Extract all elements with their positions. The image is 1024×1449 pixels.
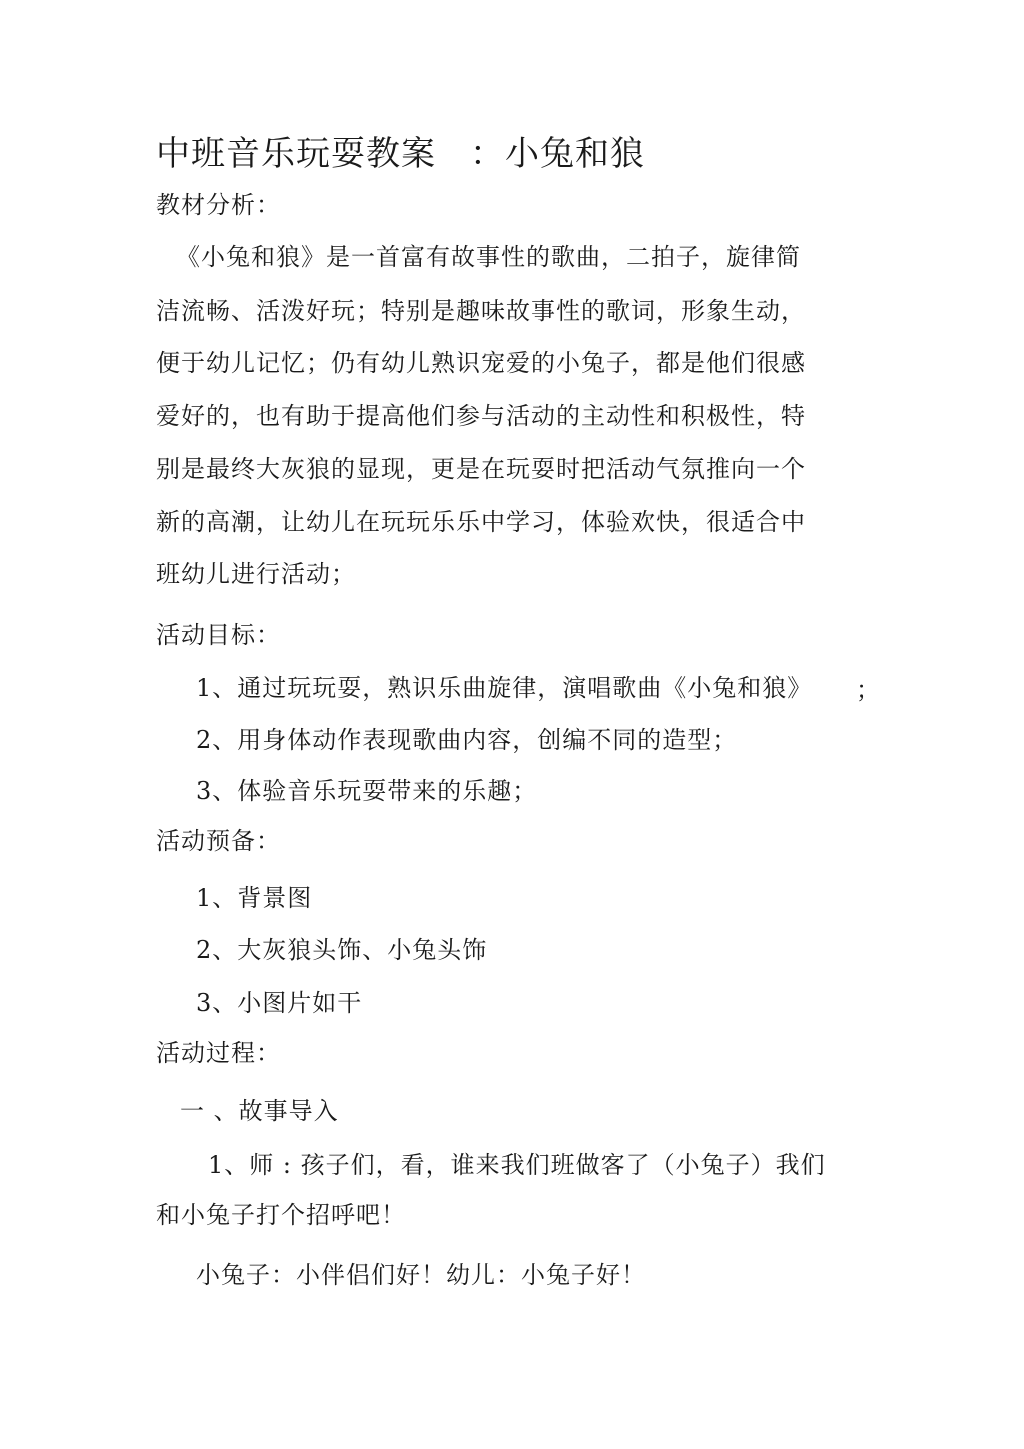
analysis-heading: 教材分析：: [156, 191, 281, 219]
goal-item: 3、体验音乐玩耍带来的乐趣；: [196, 777, 538, 805]
analysis-line: 《小兔和狼》是一首富有故事性的歌曲，二拍子，旋律简: [176, 243, 801, 271]
goal1-trailing-semicolon: ；: [856, 676, 880, 704]
analysis-line: 班幼儿进行活动；: [156, 560, 356, 588]
prep-item: 3、小图片如干: [196, 989, 363, 1017]
goal-item: 1、通过玩玩耍，熟识乐曲旋律，演唱歌曲《小兔和狼》: [196, 674, 813, 702]
title-subtitle: ：小兔和狼: [470, 134, 645, 174]
analysis-line: 新的高潮，让幼儿在玩玩乐乐中学习，体验欢快，很适合中: [156, 508, 806, 536]
process-step: 一 、故事导入: [180, 1097, 339, 1125]
analysis-line: 便于幼儿记忆；仍有幼儿熟识宠爱的小兔子，都是他们很感: [156, 349, 806, 377]
process-line: 小兔子：小伴侣们好！幼儿：小兔子好！: [196, 1261, 646, 1289]
prep-item: 2、大灰狼头饰、小兔头饰: [196, 936, 488, 964]
title-main: 中班音乐玩耍教案: [156, 134, 436, 174]
goals-heading: 活动目标：: [156, 621, 281, 649]
process-line: 和小兔子打个招呼吧！: [156, 1201, 406, 1229]
analysis-line: 别是最终大灰狼的显现，更是在玩耍时把活动气氛推向一个: [156, 455, 806, 483]
process-heading: 活动过程：: [156, 1039, 281, 1067]
page-title: [156, 134, 645, 174]
prep-item: 1、背景图: [196, 884, 313, 912]
goal-item: 2、用身体动作表现歌曲内容，创编不同的造型；: [196, 726, 738, 754]
prep-heading: 活动预备：: [156, 827, 281, 855]
process-line: 1、师 : 孩子们，看，谁来我们班做客了（小兔子）我们: [208, 1151, 826, 1179]
analysis-line: 爱好的，也有助于提高他们参与活动的主动性和积极性，特: [156, 402, 806, 430]
analysis-line: 洁流畅、活泼好玩；特别是趣味故事性的歌词，形象生动，: [156, 297, 806, 325]
